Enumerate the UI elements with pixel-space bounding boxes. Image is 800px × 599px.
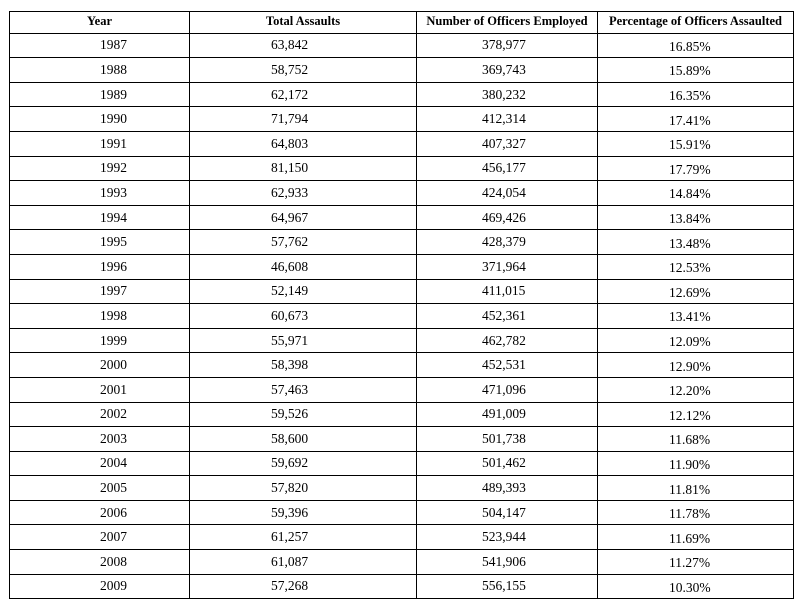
cell-percentage-assaulted: 17.79%: [598, 156, 794, 181]
cell-total-assaults: 57,463: [190, 377, 417, 402]
table-row: [10, 500, 794, 525]
cell-percentage-assaulted: 12.53%: [598, 254, 794, 279]
cell-percentage-assaulted: 12.12%: [598, 402, 794, 427]
cell-total-assaults: 59,396: [190, 500, 417, 525]
table-row: [10, 525, 794, 550]
header-officers-employed: Number of Officers Employed: [417, 12, 598, 34]
cell-total-assaults: 59,692: [190, 451, 417, 476]
table-row: [10, 131, 794, 156]
cell-percentage-assaulted: 12.09%: [598, 328, 794, 353]
cell-total-assaults: 55,971: [190, 328, 417, 353]
cell-officers-employed: 504,147: [417, 500, 598, 525]
cell-year: 1993: [10, 181, 190, 206]
cell-percentage-assaulted: 11.90%: [598, 451, 794, 476]
cell-percentage-assaulted: 13.48%: [598, 230, 794, 255]
table-row: [10, 205, 794, 230]
cell-officers-employed: 412,314: [417, 107, 598, 132]
cell-officers-employed: 523,944: [417, 525, 598, 550]
cell-percentage-assaulted: 15.89%: [598, 58, 794, 83]
cell-year: 2006: [10, 500, 190, 525]
cell-officers-employed: 469,426: [417, 205, 598, 230]
cell-total-assaults: 61,257: [190, 525, 417, 550]
cell-total-assaults: 52,149: [190, 279, 417, 304]
cell-total-assaults: 57,820: [190, 476, 417, 501]
cell-officers-employed: 501,462: [417, 451, 598, 476]
table-row: [10, 58, 794, 83]
cell-total-assaults: 58,600: [190, 427, 417, 452]
cell-year: 1990: [10, 107, 190, 132]
cell-officers-employed: 380,232: [417, 82, 598, 107]
cell-year: 1994: [10, 205, 190, 230]
table-row: [10, 451, 794, 476]
cell-percentage-assaulted: 14.84%: [598, 181, 794, 206]
cell-year: 1989: [10, 82, 190, 107]
table-row: [10, 353, 794, 378]
cell-percentage-assaulted: 17.41%: [598, 107, 794, 132]
cell-officers-employed: 456,177: [417, 156, 598, 181]
data-table-container: [9, 11, 794, 599]
cell-year: 2003: [10, 427, 190, 452]
table-row: [10, 304, 794, 329]
cell-year: 2008: [10, 550, 190, 575]
cell-year: 2001: [10, 377, 190, 402]
cell-year: 1991: [10, 131, 190, 156]
cell-officers-employed: 371,964: [417, 254, 598, 279]
cell-officers-employed: 556,155: [417, 574, 598, 599]
cell-officers-employed: 471,096: [417, 377, 598, 402]
cell-officers-employed: 424,054: [417, 181, 598, 206]
cell-total-assaults: 58,752: [190, 58, 417, 83]
cell-year: 1997: [10, 279, 190, 304]
cell-total-assaults: 64,967: [190, 205, 417, 230]
cell-total-assaults: 59,526: [190, 402, 417, 427]
cell-officers-employed: 411,015: [417, 279, 598, 304]
table-row: [10, 82, 794, 107]
cell-percentage-assaulted: 16.85%: [598, 33, 794, 58]
cell-total-assaults: 63,842: [190, 33, 417, 58]
cell-total-assaults: 57,762: [190, 230, 417, 255]
cell-year: 1988: [10, 58, 190, 83]
cell-officers-employed: 452,361: [417, 304, 598, 329]
table-row: [10, 377, 794, 402]
table-row: [10, 328, 794, 353]
header-total-assaults: Total Assaults: [190, 12, 417, 34]
cell-year: 2002: [10, 402, 190, 427]
cell-officers-employed: 491,009: [417, 402, 598, 427]
table-row: [10, 156, 794, 181]
table-row: [10, 181, 794, 206]
cell-total-assaults: 60,673: [190, 304, 417, 329]
table-row: [10, 402, 794, 427]
cell-officers-employed: 428,379: [417, 230, 598, 255]
cell-percentage-assaulted: 11.81%: [598, 476, 794, 501]
table-row: [10, 550, 794, 575]
cell-officers-employed: 541,906: [417, 550, 598, 575]
cell-officers-employed: 407,327: [417, 131, 598, 156]
table-row: [10, 33, 794, 58]
cell-total-assaults: 57,268: [190, 574, 417, 599]
cell-total-assaults: 62,172: [190, 82, 417, 107]
cell-total-assaults: 46,608: [190, 254, 417, 279]
table-row: [10, 476, 794, 501]
header-year: Year: [10, 12, 190, 34]
cell-total-assaults: 58,398: [190, 353, 417, 378]
cell-percentage-assaulted: 15.91%: [598, 131, 794, 156]
cell-year: 2004: [10, 451, 190, 476]
cell-total-assaults: 61,087: [190, 550, 417, 575]
cell-officers-employed: 369,743: [417, 58, 598, 83]
cell-percentage-assaulted: 10.30%: [598, 574, 794, 599]
cell-officers-employed: 462,782: [417, 328, 598, 353]
cell-officers-employed: 501,738: [417, 427, 598, 452]
header-row: [10, 12, 794, 34]
cell-total-assaults: 71,794: [190, 107, 417, 132]
cell-officers-employed: 489,393: [417, 476, 598, 501]
cell-percentage-assaulted: 12.69%: [598, 279, 794, 304]
cell-percentage-assaulted: 13.41%: [598, 304, 794, 329]
header-percentage-assaulted: Percentage of Officers Assaulted: [598, 12, 794, 34]
cell-year: 1996: [10, 254, 190, 279]
table-row: [10, 427, 794, 452]
cell-year: 1987: [10, 33, 190, 58]
table-row: [10, 230, 794, 255]
cell-year: 2007: [10, 525, 190, 550]
cell-officers-employed: 378,977: [417, 33, 598, 58]
cell-year: 1992: [10, 156, 190, 181]
cell-percentage-assaulted: 11.68%: [598, 427, 794, 452]
cell-year: 1995: [10, 230, 190, 255]
cell-percentage-assaulted: 11.27%: [598, 550, 794, 575]
table-row: [10, 107, 794, 132]
cell-officers-employed: 452,531: [417, 353, 598, 378]
cell-year: 2000: [10, 353, 190, 378]
table-row: [10, 574, 794, 599]
cell-percentage-assaulted: 11.78%: [598, 500, 794, 525]
cell-year: 2009: [10, 574, 190, 599]
cell-percentage-assaulted: 12.20%: [598, 377, 794, 402]
cell-year: 1998: [10, 304, 190, 329]
table-row: [10, 279, 794, 304]
cell-year: 1999: [10, 328, 190, 353]
cell-percentage-assaulted: 16.35%: [598, 82, 794, 107]
cell-percentage-assaulted: 12.90%: [598, 353, 794, 378]
cell-percentage-assaulted: 11.69%: [598, 525, 794, 550]
table-body: [10, 33, 794, 599]
cell-percentage-assaulted: 13.84%: [598, 205, 794, 230]
cell-total-assaults: 62,933: [190, 181, 417, 206]
officer-assault-table: [9, 11, 794, 599]
cell-total-assaults: 64,803: [190, 131, 417, 156]
table-row: [10, 254, 794, 279]
cell-total-assaults: 81,150: [190, 156, 417, 181]
cell-year: 2005: [10, 476, 190, 501]
